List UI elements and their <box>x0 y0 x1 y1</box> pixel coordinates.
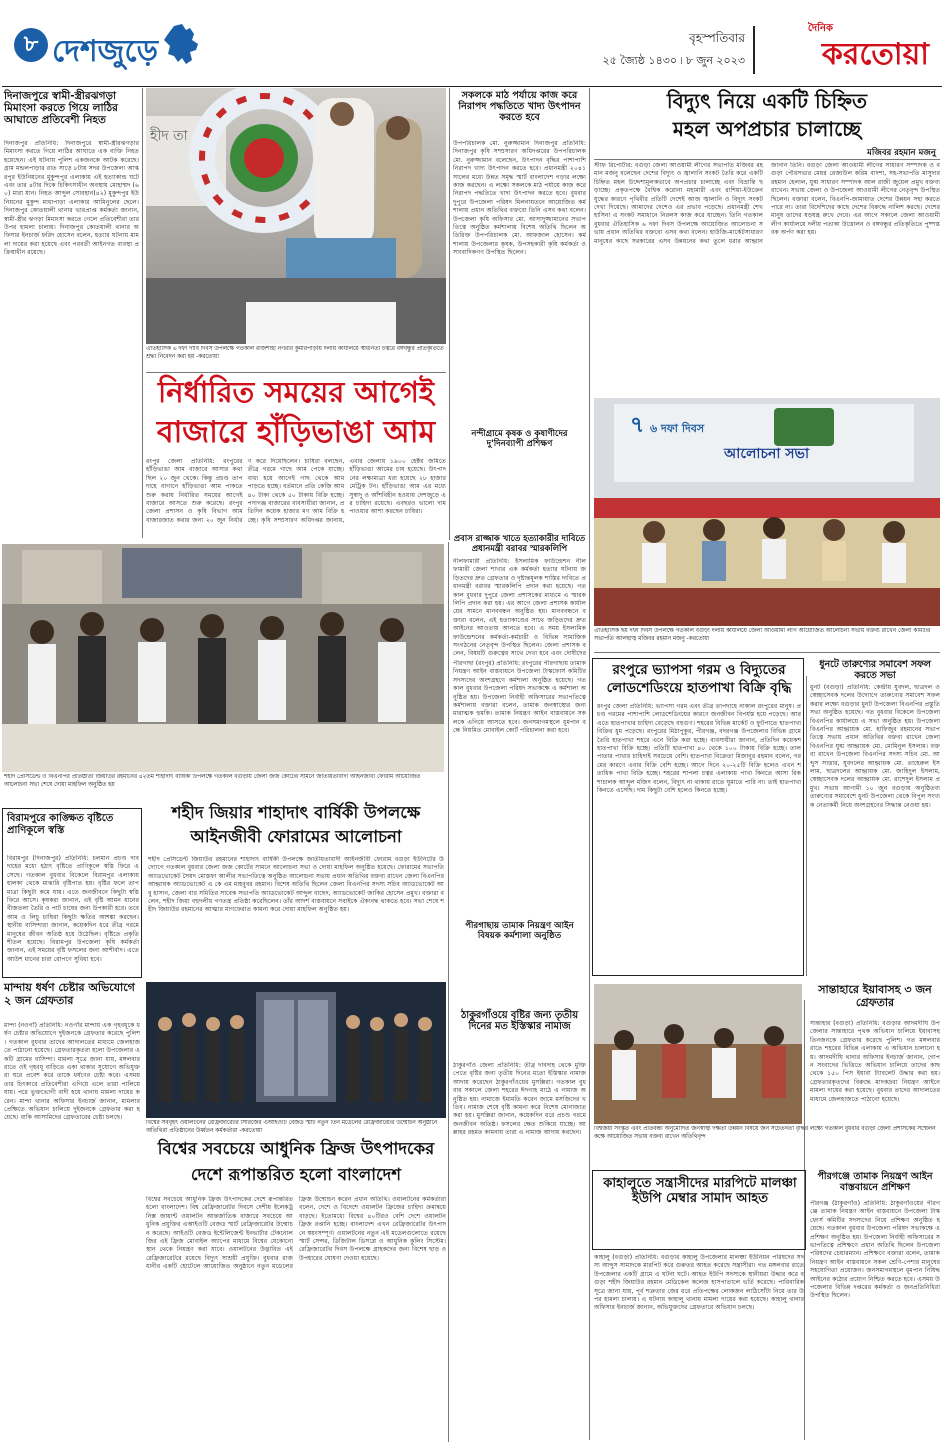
headline-food: সকলকে মাঠ পর্যায়ে কাজ করে নিরাপদ পদ্ধতিতে খাদ্য উৎপাদন করতে হবে <box>458 90 581 124</box>
headline-fridge-1: বিশ্বের সবচেয়ে আধুনিক ফ্রিজ উৎপাদকের <box>157 1139 435 1158</box>
banner-text: ৬ দফা দিবস <box>650 422 705 435</box>
caption-dialogue: বিশ্বজয়ী সংস্কৃত এবং প্রতিবন্ধী অনুমোদিত জনস্বাস্থ্য দক্ষতা উন্নয়ন বিষয়ে জন সচেতনতা বৃদ্ধির লক্ষ্যে গতকাল বুধবার বগুড়া জেলা প্রশাসকের সম্মেলন কক্ষে আয়োজিত সভায় বক্তব্য রাখেন অতিথিবৃন্দ <box>594 1126 936 1140</box>
headline-santahar: সান্তাহারে ইয়াবাসহ ৩ জন গ্রেফতার <box>818 983 932 1009</box>
headline-prayer: ঠাকুরগাঁওয়ে বৃষ্টির জন্য তৃতীয় দিনের মত ইস্তিস্কার নামাজ <box>461 1010 578 1033</box>
headline-pm-demand: প্রবাস রাজ্জাক খাতে হত্যাকারীর দাবিতে প্রধানমন্ত্রী বরাবর স্মারকলিপি <box>453 533 586 553</box>
byline-electricity: মজিবর রহমান মজনু <box>867 148 936 158</box>
article-fan <box>592 658 804 976</box>
headline-dhunot: ধুনটে তারুণ্যের সমাবেশ সফল করতে সভা <box>819 659 931 681</box>
rule <box>594 159 940 160</box>
headline-kahalu: কাহালুতে সন্ত্রাসীদের মারপিটে মালঞ্চা ইউপি মেম্বার সামাদ আহত <box>603 1176 797 1206</box>
body-electricity: স্টাফ রিপোর্টার: বগুড়া জেলা আওয়ামী লীগের সভাপতি মজিবর রহমান মজনু বলেছেন দেশের বিদ্যুৎ ও জ্বালানি সংকট তৈরি করে একটি চিহ্নিত মহল উদ্দেশ্যমূলকভাবে অপপ্রচার চালাচ্ছে এবং বিভ্রান্তি ছড়াচ্ছে। প্রকৃতপক্ষে বৈশ্বিক করোনা মহামারী এবং রাশিয়া-ইউক্রেন যুদ্ধের কারণে পৃথিবীর প্রতিটি দেশেই আজ জ্বালানি ও বিদ্যুৎ সংকট দেখা দিয়েছে। আমাদের দেশেও এর প্রভাব পড়েছে। প্রধানমন্ত্রী শেখ হাসিনা এ সংকট সমাধানে নিরলস কাজ করে যাচ্ছেন। তিনি গতকাল বুধবার ঐতিহাসিক ৬ দফা দিবস উপলক্ষে আয়োজিত আলোচনা সভায় প্রধান অতিথির বক্তব্যে এসব কথা বলেন। হাউজি-মার্কেটসাধারণ মানুষের কাছে সরকারের এসব উন্নয়নের কথা তুলে ধরার আহ্বান জানান তিনি। বগুড়া জেলা আওয়ামী লীগের সাধারণ সম্পাদক ও বগুড়া পৌরসভার মেয়র রেজাউল করিম বাদশা, সহ-সভাপতি মাসুদার রহমান হেলাল, যুগ্ম সাধারণ সম্পাদক আল রাজী জুয়েল প্রমুখ বক্তব্য রাখেন। সভায় জেলা ও উপজেলা আওয়ামী লীগের নেতৃবৃন্দ উপস্থিত ছিলেন। বক্তারা বলেন, বিএনপি-জামায়াত দেশের উন্নয়ন সহ্য করতে পারে না। তারা বিদেশিদের কাছে দেশের বিরুদ্ধে নালিশ করছে। দেশের মানুষ তাদের ষড়যন্ত্র রুখে দেবে। এর আগে সকালে জেলা আওয়ামী লীগ কার্যালয়ে দলীয় পতাকা উত্তোলন ও বঙ্গবন্ধুর প্রতিকৃতিতে পুষ্পস্তবক অর্পণ করা হয়। <box>594 162 940 245</box>
section-title: দেশজুড়ে <box>52 34 158 69</box>
body-food: উপপরিচালক মো. নুরুজ্জামান দিনাজপুর প্রতিনিধি: দিনাজপুর কৃষি সম্প্রসারণ অধিদপ্তরের উপপরিচালক মো. নুরুজ্জামান বলেছেন, উৎপাদন বৃদ্ধির পাশাপাশি নিরাপদ খাদ্য উৎপাদন করতে হবে। প্রধানমন্ত্রী ২০৪১ সালের মধ্যে উন্নত সমৃদ্ধ স্মার্ট বাংলাদেশ গড়ার লক্ষ্যে কাজ করছেন। এ লক্ষ্যে সকলকে মাঠ পর্যায়ে কাজ করে নিরাপদ পদ্ধতিতে খাদ্য উৎপাদন করতে হবে। বুধবার দুপুরে উপজেলা পরিষদ মিলনায়তনে আয়োজিত কর্মশালায় প্রধান অতিথির বক্তব্যে তিনি এসব কথা বলেন। উপজেলা কৃষি অফিসার মো. আসাদুজ্জামানের সভাপতিত্বে অনুষ্ঠিত কর্মশালায় বিশেষ অতিথি ছিলেন অতিরিক্ত উপপরিচালক মো. আফজাল হোসেন। কর্মশালায় উপজেলার কৃষক, উপসহকারী কৃষি কর্মকর্তা ও সাংবাদিকগণ উপস্থিত ছিলেন। <box>453 140 586 257</box>
body-birampur: বিরামপুর (দিনাজপুর) প্রতিনিধি: চলমান প্রচণ্ড দাবদাহের মধ্যে হঠাৎ বৃষ্টিতে প্রাণিকূলে স্বস্তি ফিরে এসেছে। গতকাল বুধবার বিকেলে বিরামপুর এলাকায় হালকা থেকে মাঝারি বৃষ্টিপাত হয়। বৃষ্টির ফলে তাপমাত্রা কিছুটা কমে যায়। এতে জনজীবনে কিছুটা স্বস্তি ফিরে আসে। কৃষকরা জানান, এই বৃষ্টি আমন ধানের বীজতলা তৈরি ও পাট চাষের জন্য উপকারী হবে। তবে আম ও লিচু চাষিরা কিছুটা ক্ষতির আশঙ্কা করছেন। স্থানীয় বাসিন্দারা জানান, কয়েকদিন ধরে তীব্র গরমে মানুষের জীবন অতিষ্ঠ হয়ে উঠেছিল। বৃষ্টিতে প্রকৃতি শীতল হয়েছে। বিরামপুর উপজেলা কৃষি কর্মকর্তা জানান, এই সময়ের বৃষ্টি ফসলের জন্য আশীর্বাদ। এতে আউশ ধানের চারা রোপণে সুবিধা হবে। <box>7 855 139 963</box>
rule <box>146 372 446 373</box>
headline-zia-1: শহীদ জিয়ার শাহাদাৎ বার্ষিকী উপলক্ষে <box>171 803 421 822</box>
headline-birampur: বিরামপুরে কাঙ্ক্ষিত বৃষ্টিতে প্রাণিকূলে স্বস্তি <box>7 813 114 836</box>
headline-pirganj-law: পীরগঞ্জে তামাক নিয়ন্ত্রণ আইন বাস্তবায়নে প্রশিক্ষণ <box>817 1171 933 1193</box>
svg-text:৭: ৭ <box>630 413 645 438</box>
body-fan: রংপুর জেলা প্রতিনিধি: ভ্যাপসা গরম এবং তীব্র তাপদাহে নাকাল রংপুরের মানুষ। প্রচণ্ড গরমের পাশাপাশি লোডশেডিংয়ের কারণে জনজীবন বিপর্যস্ত হয়ে পড়েছে। আর এতে হাতপাখার চাহিদা বেড়েছে বহুগুণ। শহরের বিভিন্ন মার্কেট ও ফুটপাতে হাতপাখা বিক্রির ধুম পড়েছে। রংপুরের মিঠাপুকুর, পীরগঞ্জ, বদরগঞ্জ উপজেলার বিভিন্ন গ্রামে তৈরি হাতপাখা শহরে এনে বিক্রি করা হচ্ছে। ব্যবসায়ীরা জানান, প্রতিদিন কয়েকশ হাতপাখা বিক্রি হচ্ছে। প্রতিটি হাতপাখা ৪০ থেকে ১০০ টাকায় বিক্রি হচ্ছে। তালপাতার পাখার চাহিদাই সবচেয়ে বেশি। হাতপাখা বিক্রেতা মিজানুর রহমান বলেন, গরমের কারণে এবার বিক্রি বেশি হচ্ছে। আগে দিনে ২০-২৫টি বিক্রি হলেও এখন শতাধিক পাখা বিক্রি হচ্ছে। শহরের শাপলা চত্বর এলাকায় পাখা কিনতে আসা রিকশাচালক আব্দুল মজিদ বলেন, বিদ্যুৎ না থাকায় রাতে ঘুমাতে পারি না। তাই হাতপাখা কিনতে এসেছি। দাম কিছুটা বেশি হলেও কিনতে হচ্ছে। <box>597 703 801 795</box>
body-kahalu: কাহালু (বগুড়া) প্রতিনিধি: বগুড়ার কাহালু উপজেলার মালঞ্চা ইউনিয়ন পরিষদের সদস্য আব্দুস সামাদকে মারপিট করে গুরুতর আহত করেছে সন্ত্রাসীরা। গত মঙ্গলবার রাতে উপজেলার একটি গ্রামে এ ঘটনা ঘটে। আহত ইউপি সদস্যকে স্থানীয়রা উদ্ধার করে বগুড়া শহীদ জিয়াউর রহমান মেডিকেল কলেজ হাসপাতালে ভর্তি করেছে। পারিবারিক সূত্রে জানা যায়, পূর্ব শত্রুতার জের ধরে প্রতিপক্ষের লোকজন লাঠিসোঁটা নিয়ে তার উপর হামলা চালায়। এ ঘটনায় কাহালু থানায় মামলা দায়ের করা হয়েছে। কাহালু থানার অফিসার ইনচার্জ জানান, অভিযুক্তদের গ্রেফতারে অভিযান চলছে। <box>594 1254 804 1312</box>
photo-fridge-launch <box>146 982 446 1118</box>
caption-fridge: বিশ্বের সর্ববৃহৎ ওয়ালটনের রেফ্রিজারেটর সিরিজের এআইওটি বেজড স্মার্ট নতুন তিন মডেলের রেফ্রিজারেটর উন্মোচন অনুষ্ঠানে অতিথিরা প্রতিষ্ঠানের উর্ধ্বতন কর্মকর্তারা -করতোয়া <box>146 1120 438 1134</box>
body-dinajpur: দিনাজপুর প্রতিনিধি: দিনাজপুরে স্বামী-স্ত্রীরঝগড়ার মিমাংসা করতে গিয়ে লাঠির আঘাতে এক ব্যক্তি নিহত হয়েছেন। এই ঘটনায় পুলিশ একজনকে আটক করেছে। গ্রাম মন্ডলপাড়ার রাত সাড়ে ৮টায় সদর উপজেলা আস্করপুর ইউনিয়নের মুকুন্দপুর এলাকায় এই হত্যাকান্ড ঘটে এবং তার ৪টার দিকে চিকিৎসাধীন অবস্থায় মোহাম্মদ (৬০) মারা যান। নিহত আব্দুল সোবহান(৪২) মুকুন্দপুর ইউনিয়নের মুকুন্দ মাধাপাড়া এলাকার আমিনুলের ছেলে। দিনাজপুর কোতয়ালী থানার ভারপ্রাপ্ত কর্মকর্তা জানান, স্বামী-স্ত্রীর ঝগড়া মিমাংসা করতে গেলে প্রতিবেশীরা তার উপর হামলা চালায়। দিনাজপুর কোতয়ালী থানার অফিসার ইনচার্জ ফরিদ হোসেন বলেন, হত্যার ঘটনায় মামলা দায়ের করা হয়েছে এবং পরবর্তী আইনগত ব্যবস্থা প্রক্রিয়াধীন রয়েছে। <box>4 140 139 257</box>
issue-day: বৃহস্পতিবার <box>689 31 745 45</box>
body-dhunot: ধুনট (বগুড়া) প্রতিনিধি: কেন্দ্রীয় যুবদল, ছাত্রদল ও স্বেচ্ছাসেবক দলের উদ্যোগে তারুণ্যের সমাবেশ সফল করার লক্ষ্যে বগুড়ার ধুনট উপজেলা বিএনপির প্রস্তুতি সভা অনুষ্ঠিত হয়েছে। গত বুধবার বিকেলে উপজেলা বিএনপির কার্যালয়ে এ সভা অনুষ্ঠিত হয়। উপজেলা বিএনপির আহ্বায়ক মো. হাফিজুর রহমানের সভাপতিত্বে সভায় প্রধান অতিথির বক্তব্য রাখেন জেলা বিএনপির যুগ্ম আহ্বায়ক মো. মোমিনুল ইসলাম। বক্তব্য রাখেন উপজেলা বিএনপির সদস্য সচিব মো. আব্দুস সাত্তার, যুবদলের আহ্বায়ক মো. তাহেরুল ইসলাম, ছাত্রদলের আহ্বায়ক মো. জাহিদুল ইসলাম, স্বেচ্ছাসেবক দলের আহ্বায়ক মো. রাশেদুল ইসলাম প্রমুখ। সভায় আগামী ১০ জুন বগুড়ায় অনুষ্ঠিতব্য তারুণ্যের সমাবেশে ধুনট উপজেলা থেকে বিপুল সংখ্যক নেতাকর্মী নিয়ে অংশগ্রহণের সিদ্ধান্ত নেওয়া হয়। <box>810 684 940 809</box>
svg-text:হীদ তা: হীদ তা <box>150 128 188 144</box>
headline-mango-1: নির্ধারিত সময়ের আগেই <box>158 375 434 409</box>
bangladesh-map-icon <box>160 22 204 66</box>
headline-fridge-2: দেশে রূপান্তরিত হলো বাংলাদেশ <box>190 1165 402 1184</box>
body-pirganj-law: পীরগঞ্জ (ঠাকুরগাঁও) প্রতিনিধি: ঠাকুরগাঁওয়ের পীরগঞ্জে তামাক নিয়ন্ত্রণ আইন বাস্তবায়নে উপজেলা টাস্কফোর্স কমিটির সদস্যদের নিয়ে প্রশিক্ষণ অনুষ্ঠিত হয়েছে। গতকাল বুধবার উপজেলা পরিষদ সভাকক্ষে এ প্রশিক্ষণ অনুষ্ঠিত হয়। উপজেলা নির্বাহী অফিসারের সভাপতিত্বে প্রশিক্ষণে প্রধান অতিথি ছিলেন উপজেলা পরিষদের চেয়ারম্যান। প্রশিক্ষণে বক্তারা বলেন, তামাক নিয়ন্ত্রণ আইন বাস্তবায়নে সকল শ্রেণি-পেশার মানুষের সহযোগিতা প্রয়োজন। জনসমাগমস্থলে ধূমপান নিষিদ্ধ আইনের কঠোর প্রয়োগ নিশ্চিত করতে হবে। এসময় উপজেলার বিভিন্ন দপ্তরের কর্মকর্তা ও জনপ্রতিনিধিরা উপস্থিত ছিলেন। <box>810 1200 940 1300</box>
body-mango: রংপুর জেলা প্রতিনিধি: রংপুরের হাঁড়িভাঙা আম বাজারে আসার কথা ছিল ২০ জুন থেকে। কিন্তু প্রচণ্ড তাপদাহে বাগানে হাঁড়িভাঙা আম পাকতে শুরু করায় নির্ধারিত সময়ের আগেই বাজারে আসতে শুরু করেছে। রংপুর জেলা প্রশাসন ও কৃষি বিভাগ আম বাজারজাত করার জন্য ২০ জুন নির্ধারণ করে দিয়েছিলেন। চাষিরা বলছেন, তীব্র গরমে গাছে আম পেকে যাচ্ছে। বাধ্য হয়ে আগেই গাছ থেকে আম পাড়তে হচ্ছে। বর্তমানে প্রতি কেজি আম ৪০ টাকা থেকে ৫০ টাকায় বিক্রি হচ্ছে। পদাগঞ্জ বাজারের ব্যবসায়ীরা জানান, প্রতিদিন কয়েক হাজার মণ আম বিক্রি হচ্ছে। কৃষি সম্প্রসারণ অধিদপ্তর জানায়, এবার জেলায় ১৯০০ হেক্টর জমিতে হাঁড়িভাঙা আমের চাষ হয়েছে। উৎপাদনের লক্ষ্যমাত্রা ধরা হয়েছে ২৮ হাজার মেট্রিক টন। হাঁড়িভাঙা আম এর মধ্যে সুস্বাদু ও আঁশবিহীন হওয়ায় দেশজুড়ে এর চাহিদা রয়েছে। এবছরও ভালো দাম পাওয়ার আশা করছেন চাষিরা। <box>146 458 446 524</box>
caption-zia-photo: শহীদ প্রেসিডেন্ট ও বিএনপির প্রতিষ্ঠাতা জিয়াউর রহমানের ৪২তম শাহাদাৎ বার্ষিকী উপলক্ষে গতকাল বগুড়ায় জেলা জজ কোর্টের সামনে জাতীয়তাবাদী আইনজীবী ফোরাম আয়োজিত আলোচনা সভা শেষে দোয়া মাহফিল অনুষ্ঠিত হয় <box>4 774 421 788</box>
logo-karatoa: করতোয়া <box>821 37 929 72</box>
headline-fan-2: লোডশেডিংয়ে হাতপাখা বিক্রি বৃদ্ধি <box>606 680 792 696</box>
headline-electricity-1: বিদ্যুৎ নিয়ে একটি চিহ্নিত <box>666 89 868 113</box>
headline-mandah: মান্দায় ধর্ষণ চেষ্টার অভিযোগে ২ জন গ্রেফতার <box>4 981 135 1007</box>
headline-zia-2: আইনজীবী ফোরামের আলোচনা <box>190 827 402 846</box>
masthead-rule <box>2 86 942 87</box>
masthead-divider <box>753 26 755 74</box>
column-rule <box>448 542 449 1442</box>
photo-bogura-meeting <box>594 398 940 626</box>
article-birampur <box>2 808 142 978</box>
headline-mango-2: বাজারে হাঁড়িভাঙা আম <box>156 415 436 450</box>
masthead <box>0 0 945 86</box>
body-zia: শহীদ প্রেসিডেন্ট জিয়াউর রহমানের শাহাদাৎ বার্ষিকী উপলক্ষে জাতীয়তাবাদী আইনজীবী ফোরাম বগুড়া ইউনিটের উদ্যোগে গতকাল বুধবার জেলা জজ কোর্টের সামনে আলোচনা সভা ও দোয়া মাহফিল অনুষ্ঠিত হয়েছে। ফোরামের সভাপতি অ্যাডভোকেট সৈয়দ মোস্তফা আলীর সভাপতিত্বে অনুষ্ঠিত আলোচনা সভায় প্রধান অতিথির বক্তব্য রাখেন জেলা বিএনপির আহ্বায়ক অ্যাডভোকেট এ কে এম মাহবুবর রহমান। বিশেষ অতিথি ছিলেন জেলা বিএনপির সদস্য সচিব অ্যাডভোকেট আবু হাসান, জেলা বার সমিতির সাবেক সভাপতি অ্যাডভোকেট আব্দুল বাছেদ, অ্যাডভোকেট জাকির হোসেন প্রমুখ। বক্তারা বলেন, শহীদ জিয়া বহুদলীয় গণতন্ত্র প্রতিষ্ঠা করেছিলেন। তাঁর আদর্শ বাস্তবায়নে সবাইকে ঐক্যবদ্ধ থাকতে হবে। সভা শেষে শহীদ জিয়াউর রহমানের আত্মার মাগফেরাত কামনা করে দোয়া মাহফিল অনুষ্ঠিত হয়। <box>148 856 444 914</box>
headline-pirganj-tobacco: পীরগাছায় তামাক নিয়ন্ত্রণ আইন বিষয়ক কর্মশালা অনুষ্ঠিত <box>465 921 574 941</box>
body-mandah: মান্দা (নওগাঁ) প্রতিনিধি: নওগাঁর মান্দায় এক গৃহবধূকে ধর্ষণ চেষ্টার অভিযোগে দুইজনকে গ্রেফতার করেছে পুলিশ। গতকাল বুধবার তাদের আদালতের মাধ্যমে জেলহাজতে পাঠানো হয়েছে। গ্রেফতারকৃতরা হলো উপজেলার একটি গ্রামের বাসিন্দা। মামলা সূত্রে জানা যায়, মঙ্গলবার রাতে ওই গৃহবধূ বাড়িতে একা থাকার সুযোগে অভিযুক্তরা ঘরে প্রবেশ করে তাকে ধর্ষণের চেষ্টা করে। এসময় তার চিৎকারে প্রতিবেশীরা এগিয়ে এলে তারা পালিয়ে যায়। পরে ভুক্তভোগী বাদী হয়ে থানায় মামলা দায়ের করেন। মান্দা থানার অফিসার ইনচার্জ জানান, মামলার প্রেক্ষিতে অভিযান চালিয়ে দুইজনকে গ্রেফতার করা হয়েছে। বাকি আসামিদের গ্রেফতারের চেষ্টা চলছে। <box>4 1022 140 1122</box>
column-rule <box>589 88 590 1440</box>
page-number-badge: ৮ <box>14 28 48 62</box>
column-rule <box>142 88 143 538</box>
body-prayer: ঠাকুরগাঁও জেলা প্রতিনিধি: তীব্র দাবদাহ থেকে মুক্তি পেতে বৃষ্টির জন্য তৃতীয় দিনের মতো ইস্তিস্কার নামাজ আদায় করেছেন ঠাকুরগাঁওয়ের মুসল্লিরা। গতকাল বুধবার সকালে জেলা শহরের ঈদগাহ মাঠে এ নামাজ অনুষ্ঠিত হয়। নামাজে ইমামতি করেন জামে মসজিদের খতিব। নামাজ শেষে বৃষ্টি কামনা করে বিশেষ মোনাজাত করা হয়। মুসল্লিরা জানান, কয়েকদিন ধরে প্রচণ্ড গরমে জনজীবন অতিষ্ঠ। ফসলের ক্ষেত শুকিয়ে যাচ্ছে। আল্লাহর রহমত কামনায় তারা এ নামাজ আদায় করছেন। <box>453 1062 586 1137</box>
body-santahar: সান্তাহার (বগুড়া) প্রতিনিধি: বগুড়ার আদমদীঘি উপজেলার সান্তাহারে পৃথক অভিযান চালিয়ে ইয়াবাসহ তিনজনকে গ্রেফতার করেছে পুলিশ। গত মঙ্গলবার রাতে শহরের বিভিন্ন এলাকায় এ অভিযান চালানো হয়। আদমদীঘি থানার অফিসার ইনচার্জ জানান, গোপন সংবাদের ভিত্তিতে অভিযান চালিয়ে তাদের কাছ থেকে ১৫০ পিস ইয়াবা ট্যাবলেট উদ্ধার করা হয়। গ্রেফতারকৃতদের বিরুদ্ধে মাদকদ্রব্য নিয়ন্ত্রণ আইনে মামলা দায়ের করা হয়েছে। বুধবার তাদের আদালতের মাধ্যমে জেলহাজতে পাঠানো হয়েছে। <box>810 1020 940 1103</box>
caption-wreath: ঐতিহাসিক ৬ দফা দাবি দিবস উপলক্ষে গতকাল রাজশাহী নগরীর কুমারপাড়ায় দলীয় কার্যালয়ে স্বাধীনতা চত্বরে বঙ্গবন্ধুর প্রতিকৃতিতে শ্রদ্ধা নিবেদন করা হয় -করতোয়া <box>146 346 444 360</box>
headline-fan-1: রংপুরে ভ্যাপসা গরম ও বিদ্যুতের <box>612 662 786 678</box>
headline-electricity-2: মহল অপপ্রচার চালাচ্ছে <box>672 117 862 141</box>
body-fridge: বিশ্বের সবচেয়ে আধুনিক ফ্রিজ উৎপাদকের দেশে রূপান্তরিত হলো বাংলাদেশ। বিশ্ব রেফ্রিজারেটর দিবসে দেশীয় ইলেকট্রনিক্স জায়ান্ট ওয়ালটন আন্তর্জাতিক বাজারে সবচেয়ে আধুনিক প্রযুক্তির এআইওটি বেজড স্মার্ট রেফ্রিজারেটর উন্মোচন করেছে। আইওটি বেজড ইন্টেলিজেন্ট ইনভার্টার টেকনোলজির এই ফ্রিজ মোবাইল অ্যাপের মাধ্যমে বিশ্বের যেকোনো স্থান থেকে নিয়ন্ত্রণ করা যাবে। ওয়ালটনের উদ্ভাবিত এই রেফ্রিজারেটরে রয়েছে বিদ্যুৎ সাশ্রয়ী প্রযুক্তি। বুধবার রাজধানীর একটি হোটেলে আয়োজিত অনুষ্ঠানে নতুন মডেলের ফ্রিজ উন্মোচন করেন প্রধান অতিথি। ওয়ালটনের কর্মকর্তারা বলেন, দেশে ও বিদেশে ওয়ালটন ফ্রিজের চাহিদা ক্রমান্বয়ে বাড়ছে। ইতোমধ্যে বিশ্বের ৪০টিরও বেশি দেশে ওয়ালটন ফ্রিজ রপ্তানি হচ্ছে। বাংলাদেশ এখন রেফ্রিজারেটর উৎপাদনে স্বয়ংসম্পূর্ণ। ওয়ালটনের নতুন এই মডেলগুলোতে রয়েছে স্মার্ট সেন্সর, ডিজিটাল ডিসপ্লে ও আধুনিক কুলিং সিস্টেম। রেফ্রিজারেটর দিবস উপলক্ষে গ্রাহকদের জন্য বিশেষ ছাড় ও উপহারের ঘোষণা দেওয়া হয়েছে। <box>146 1196 446 1271</box>
column-rule <box>806 676 807 976</box>
headline-nandigram: নন্দীগ্রামে কৃষক ও কৃষাণীদের দু'দিনব্যাপী প্রশিক্ষণ <box>471 429 568 449</box>
body-pirganj-tobacco: পীরগাছা (রংপুর) প্রতিনিধি: রংপুরের পীরগাছায় তামাক নিয়ন্ত্রণ আইন বাস্তবায়নে উপজেলা টাস্কফোর্স কমিটির সদস্যদের অংশগ্রহণে কর্মশালা অনুষ্ঠিত হয়েছে। গতকাল বুধবার উপজেলা পরিষদ সভাকক্ষে এ কর্মশালা অনুষ্ঠিত হয়। উপজেলা নির্বাহী অফিসারের সভাপতিত্বে কর্মশালায় বক্তারা বলেন, তামাক জনস্বাস্থ্যের জন্য মারাত্মক হুমকি। তামাক নিয়ন্ত্রণ আইন বাস্তবায়নে সকলকে এগিয়ে আসতে হবে। জনসমাগমস্থলে ধূমপান বন্ধে নিয়মিত মোবাইল কোর্ট পরিচালনা করা হবে। <box>453 660 586 735</box>
headline-dinajpur: দিনাজপুরে স্বামী-স্ত্রীরঝগড়া মিমাংসা করতে গিয়ে লাঠির আঘাতে প্রতিবেশী নিহত <box>4 90 118 127</box>
column-rule <box>449 88 450 540</box>
article-kahalu-header <box>592 1170 806 1250</box>
caption-bogura: ঐতিহাসিক ছয় দফা দিবস উপলক্ষে গতকাল বগুড়া দলীয় কার্যালয়ে জেলা আওয়ামী লীগ আয়োজিত আলোচনা সভায় বক্তব্য রাখেন জেলা কমিটির সভাপতি আলহাজ্ব মজিবর রহমান মজনু -করতোয়া <box>594 628 931 642</box>
photo-wreath <box>146 88 446 344</box>
photo-dialogue <box>594 984 802 1124</box>
body-pm-demand: নীলফামারী প্রতিনিধি: ইসলামিক ফাউন্ডেশন নীলফামারী জেলা শাখার এক কর্মকর্তা হত্যার ঘটনায় জড়িতদের দ্রুত গ্রেফতার ও দৃষ্টান্তমূলক শাস্তির দাবিতে প্রধানমন্ত্রী বরাবর স্মারকলিপি প্রদান করা হয়েছে। গতকাল বুধবার দুপুরে জেলা প্রশাসকের মাধ্যমে এ স্মারকলিপি প্রদান করা হয়। এর আগে জেলা প্রশাসক কার্যালয়ের সামনে মানববন্ধন অনুষ্ঠিত হয়। মানববন্ধনে বক্তারা বলেন, এই হত্যাকাণ্ডের সাথে জড়িতদের দ্রুত আইনের আওতায় আনতে হবে। এ সময় ইসলামিক ফাউন্ডেশনের কর্মকর্তা-কর্মচারী ও বিভিন্ন সামাজিক সংগঠনের নেতৃবৃন্দ উপস্থিত ছিলেন। জেলা প্রশাসক বলেন, বিষয়টি গুরুত্বের সাথে দেখা হবে এবং দোষীদের <box>453 558 586 658</box>
rule <box>594 652 940 653</box>
logo-daily: দৈনিক <box>807 23 833 34</box>
photo-zia-memorial <box>2 544 444 772</box>
issue-date: ২৫ জ্যৈষ্ঠ ১৪৩০ ৷ ৮ জুন ২০২৩ <box>602 54 745 67</box>
stage-text: আলোচনা সভা <box>724 446 810 462</box>
